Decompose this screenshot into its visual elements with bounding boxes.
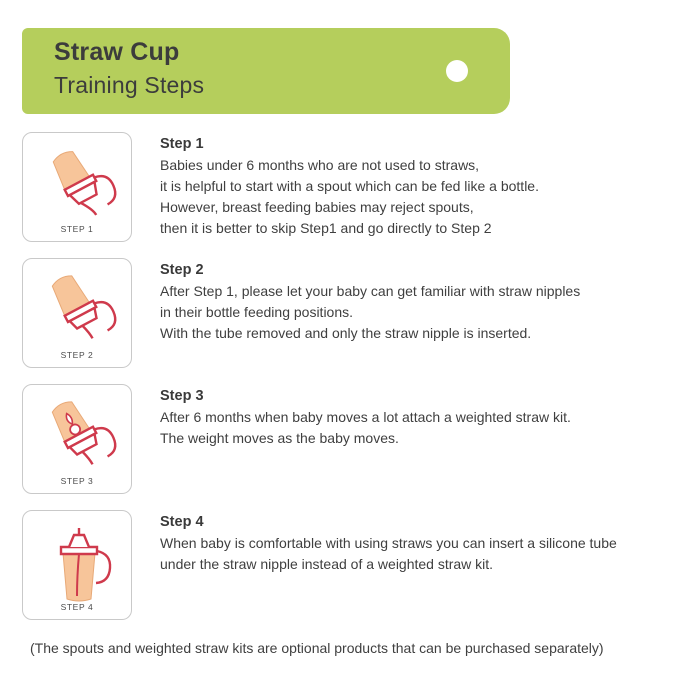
step-line: When baby is comfortable with using straws you can insert a silicone tube — [160, 535, 617, 551]
step-line: then it is better to skip Step1 and go directly to Step 2 — [160, 220, 492, 236]
list-item — [22, 132, 662, 242]
header-banner — [22, 28, 510, 114]
list-item — [22, 384, 662, 494]
step-line: However, breast feeding babies may reject spouts, — [160, 199, 474, 215]
step-line: in their bottle feeding positions. — [160, 304, 354, 320]
step-title: Step 4 — [160, 514, 204, 530]
step-line: it is helpful to start with a spout which can be fed like a bottle. — [160, 178, 539, 194]
step-title: Step 3 — [160, 388, 204, 404]
step-thumb-caption: STEP 2 — [60, 350, 94, 360]
step-thumb-caption: STEP 3 — [60, 476, 94, 486]
step-thumb-caption: STEP 4 — [60, 602, 94, 612]
step-line: Babies under 6 months who are not used to straws, — [160, 157, 480, 173]
list-item — [22, 510, 662, 620]
step-3-thumbnail — [22, 384, 132, 494]
step-3-text — [132, 384, 571, 449]
step-title: Step 2 — [160, 262, 204, 278]
list-item — [22, 258, 662, 368]
step-line: The weight moves as the baby moves. — [160, 430, 399, 446]
step-2-thumbnail — [22, 258, 132, 368]
step-line: After Step 1, please let your baby can get familiar with straw nipples — [160, 283, 581, 299]
page-subtitle: Training Steps — [54, 72, 205, 98]
footnote: (The spouts and weighted straw kits are optional products that can be purchased separately) — [30, 640, 604, 656]
step-line: After 6 months when baby moves a lot attach a weighted straw kit. — [160, 409, 571, 425]
step-2-text — [132, 258, 580, 344]
step-4-text — [132, 510, 617, 575]
step-1-text — [132, 132, 539, 239]
step-1-thumbnail — [22, 132, 132, 242]
step-title: Step 1 — [160, 136, 204, 152]
step-thumb-caption: STEP 1 — [60, 224, 94, 234]
step-4-thumbnail — [22, 510, 132, 620]
white-circle-icon — [446, 60, 468, 82]
step-line: With the tube removed and only the straw nipple is inserted. — [160, 325, 532, 341]
page-title: Straw Cup — [54, 38, 180, 66]
step-line: under the straw nipple instead of a weighted straw kit. — [160, 556, 494, 572]
steps-list — [22, 132, 662, 636]
